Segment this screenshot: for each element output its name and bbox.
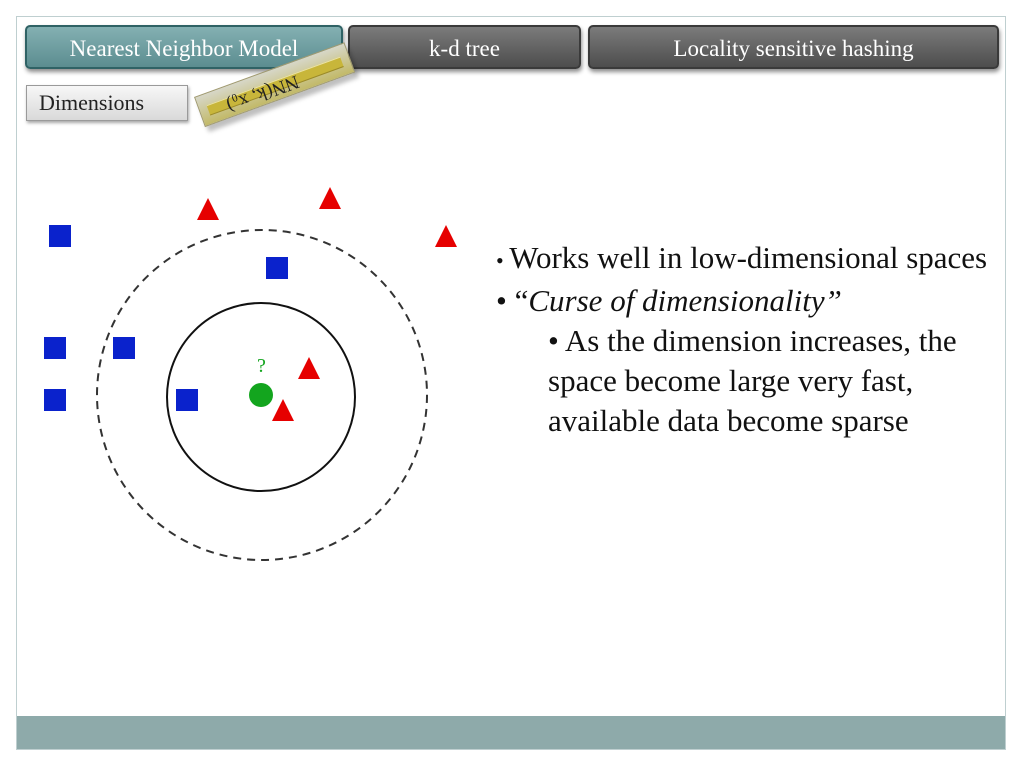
bullet-1-text: Works well in low-dimensional spaces [509,240,988,275]
bullet-3-text: As the dimension increases, the space become large very fast, available data become sparse [548,323,957,438]
blue-square-icon [49,225,71,247]
red-triangle-icon [197,198,219,220]
query-label: ? [257,355,266,377]
blue-square-icon [44,337,66,359]
red-triangle-icon [298,357,320,379]
nn-label-text: NN(k, x₀) [223,70,302,117]
bullet-2-quote: “ [514,283,529,318]
tab-nearest-neighbor-model[interactable]: Nearest Neighbor Model [25,25,343,69]
bullet-3: • As the dimension increases, the space become large very fast, available data become sparse [548,323,957,438]
bullet-2: • “Curse of dimensionality” [496,283,842,318]
blue-square-icon [266,257,288,279]
dimensions-button[interactable]: Dimensions [26,85,188,121]
blue-square-icon [176,389,198,411]
footer-bar [17,716,1005,749]
blue-square-icon [44,389,66,411]
red-triangle-icon [319,187,341,209]
bullet-list [496,238,996,441]
green-circle-icon [249,383,273,407]
bullet-2-text: Curse of dimensionality” [528,283,842,318]
red-triangle-icon [272,399,294,421]
bullet-1: • Works well in low-dimensional spaces [496,240,988,275]
tab-kd-tree[interactable]: k-d tree [348,25,581,69]
tab-locality-sensitive-hashing[interactable]: Locality sensitive hashing [588,25,999,69]
red-triangle-icon [435,225,457,247]
blue-square-icon [113,337,135,359]
